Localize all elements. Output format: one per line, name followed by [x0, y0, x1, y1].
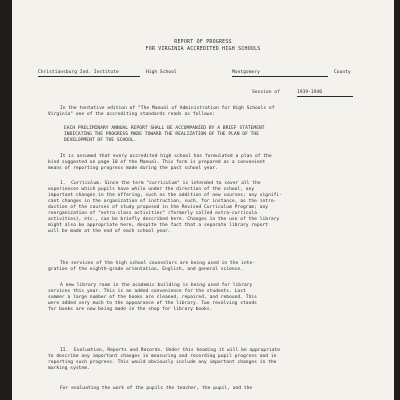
section2-line-1: II. Evaluation, Reports and Records. Under this heading it will be appropriate: [60, 348, 281, 353]
section2-line-3: reporting such progress. This would obviously include any important changes in the: [48, 360, 277, 365]
section1-line-6: reorganization of "extra-class activities" (formerly called extra-curricula: [48, 211, 257, 216]
response2-line-5: for books are now being made in the shop for library books.: [48, 307, 213, 312]
intro-line-2: Virginia" one of the accrediting standards reads as follows:: [48, 112, 216, 117]
school-name-field: Christiansburg Ind. Institute: [38, 70, 140, 77]
intro-line-1: In the tentative edition of "The Manual of Administration for High Schools of: [60, 106, 275, 111]
session-label: Session of: [252, 90, 280, 95]
assumption-line-3: means of reporting progress made during the past school year.: [48, 166, 218, 171]
section1-line-2: experiences which pupils have while under the direction of the school, any: [48, 187, 255, 192]
response1-line-1: The services of the high school counselors are being used in the inte-: [60, 261, 255, 266]
report-title: REPORT OF PROGRESS: [174, 39, 232, 45]
section1-line-4: cant changes in the organization of instruction, such, for instance, as the intro-: [48, 199, 277, 204]
standard-line-1: EACH PRELIMINARY ANNUAL REPORT SHALL BE ACCOMPANIED BY A BRIEF STATEMENT: [64, 126, 265, 131]
section2-line-2: to describe any important changes in measuring and recording pupil progress and in: [48, 354, 277, 359]
response1-line-2: gration of the eighth-grade orientation, English, and general science.: [48, 267, 243, 272]
document-page: [12, 0, 394, 400]
section2-line-4: marking system.: [48, 366, 90, 371]
assumption-line-2: kind suggested on page 10 of the Manual. This form is prepared as a convenient: [48, 160, 266, 165]
assumption-line-1: It is assumed that every accredited high school has formulated a plan of the: [60, 154, 272, 159]
report-subtitle: FOR VIRGINIA ACCREDITED HIGH SCHOOLS: [145, 46, 261, 52]
standard-line-3: DEVELOPMENT OF THE SCHOOL.: [64, 138, 137, 143]
section1-line-5: duction of the courses of study proposed in the Revised Curriculum Program; any: [48, 205, 269, 210]
section1-line-7: activities), etc., can be briefly described here. Changes in the use of the library: [48, 217, 280, 222]
section1-line-8: might also be appropriate here, despite the fact that a separate library report: [48, 223, 269, 228]
section1-line-9: will be made at the end of each school year.: [48, 229, 171, 234]
session-value: 1939-1940: [297, 90, 353, 97]
county-name-field: Montgomery: [232, 70, 328, 77]
standard-line-2: INDICATING THE PROGRESS MADE TOWARD THE REALIZATION OF THE PLAN OF THE: [64, 132, 259, 137]
response2-line-4: were added very much to the appearance of the library. Two revolving stands: [48, 301, 257, 306]
response2-line-3: summer a large number of the books are cleaned, repaired, and rebound. This: [48, 295, 257, 300]
response2-line-2: services this year. This is an added convenience for the students. Last: [48, 289, 246, 294]
section1-line-3: important changes in the offering, such as the addition of new courses; any signifi-: [48, 193, 282, 198]
section1-line-1: 1. Curriculum. Since the term "curriculum" is intended to cover all the: [60, 181, 261, 186]
county-label: County: [334, 70, 351, 75]
school-type-label: High School: [146, 70, 177, 75]
response2-line-1: A new library room in the academic building is being used for library: [60, 283, 253, 288]
section2-continued-line: For evaluating the work of the pupils the teacher, the pupil, and the: [60, 386, 253, 391]
